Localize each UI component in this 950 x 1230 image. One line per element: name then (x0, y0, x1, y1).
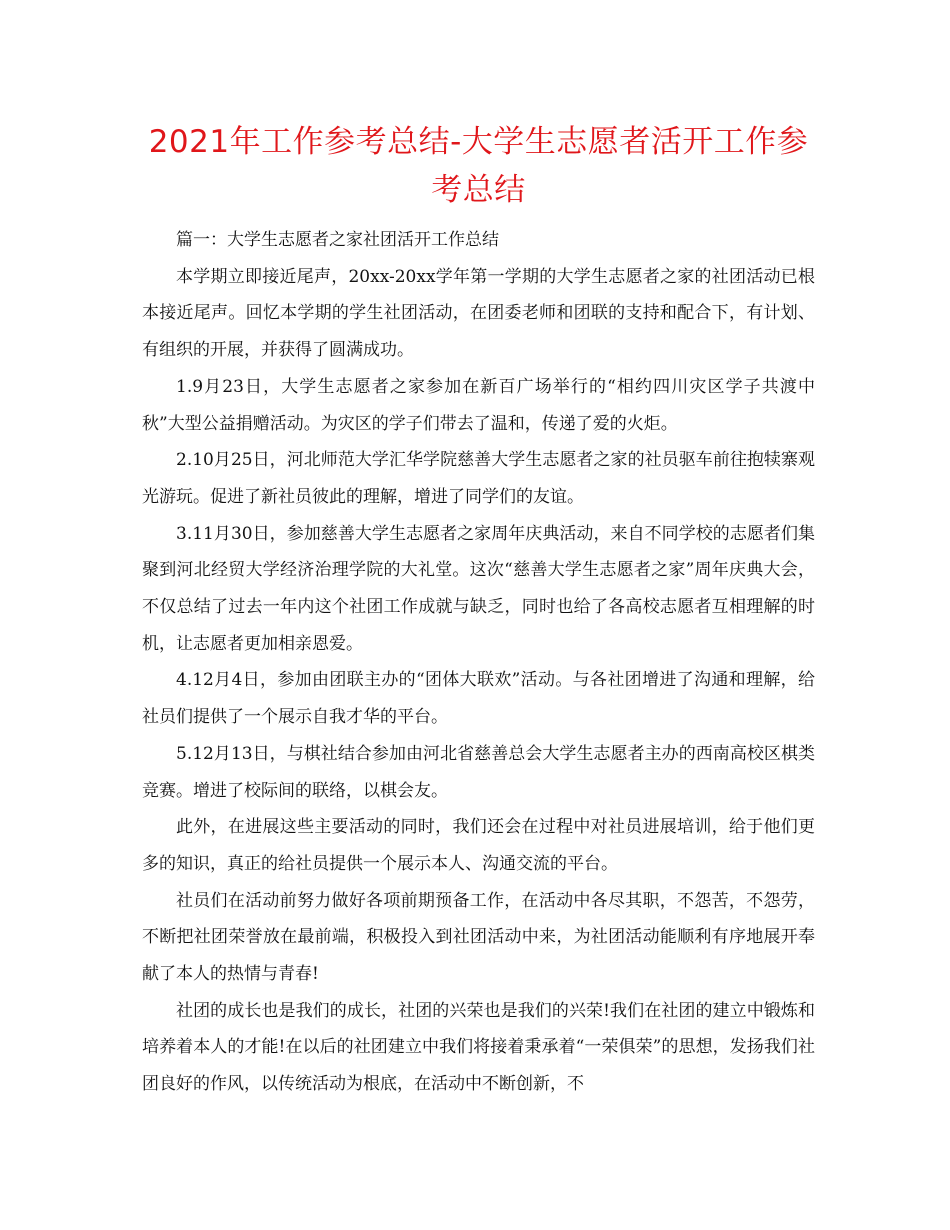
paragraph: 2.10月25日，河北师范大学汇华学院慈善大学生志愿者之家的社员驱车前往抱犊寨观光游玩。促进了新社员彼此的理解，增进了同学们的友谊。 (142, 450, 815, 507)
paragraph: 社员们在活动前努力做好各项前期预备工作，在活动中各尽其职，不怨苦，不怨劳，不断把社团荣誉放在最前端，积极投入到社团活动中来，为社团活动能顺利有序地展开奉献了本人的热情与青春! (142, 890, 815, 985)
paragraph: 本学期立即接近尾声，20xx-20xx学年第一学期的大学生志愿者之家的社团活动已根本接近尾声。回忆本学期的学生社团活动，在团委老师和团联的支持和配合下，有计划、有组织的开展，并获得了圆满成功。 (142, 266, 815, 361)
document-title: 2021年工作参考总结-大学生志愿者活开工作参考总结 (148, 124, 809, 208)
paragraph: 1.9月23日，大学生志愿者之家参加在新百广场举行的“相约四川灾区学子共渡中秋”大型公益捐赠活动。为灾区的学子们带去了温和，传递了爱的火炬。 (142, 376, 815, 434)
paragraph: 3.11月30日，参加慈善大学生志愿者之家周年庆典活动，来自不同学校的志愿者们集聚到河北经贸大学经济治理学院的大礼堂。这次“慈善大学生志愿者之家”周年庆典大会，不仅总结了过去一年内这个社团工作成就与缺乏，同时也给了各高校志愿者互相理解的时机，让志愿者更加相亲恩爱。 (142, 523, 815, 654)
paragraph: 此外，在进展这些主要活动的同时，我们还会在过程中对社员进展培训，给于他们更多的知识，真正的给社员提供一个展示本人、沟通交流的平台。 (142, 817, 815, 874)
document-body (142, 222, 815, 1103)
paragraph: 5.12月13日，与棋社结合参加由河北省慈善总会大学生志愿者主办的西南高校区棋类竞赛。增进了校际间的联络，以棋会友。 (142, 743, 815, 801)
section-heading: 篇一：大学生志愿者之家社团活开工作总结 (176, 230, 499, 250)
paragraph: 社团的成长也是我们的成长，社团的兴荣也是我们的兴荣!我们在社团的建立中锻炼和培养着本人的才能!在以后的社团建立中我们将接着秉承着“一荣俱荣”的思想，发扬我们社团良好的作风，以传统活动为根底，在活动中不断创新，不 (142, 1000, 815, 1095)
paragraph: 4.12月4日，参加由团联主办的“团体大联欢”活动。与各社团增进了沟通和理解，给社员们提供了一个展示自我才华的平台。 (142, 670, 815, 728)
